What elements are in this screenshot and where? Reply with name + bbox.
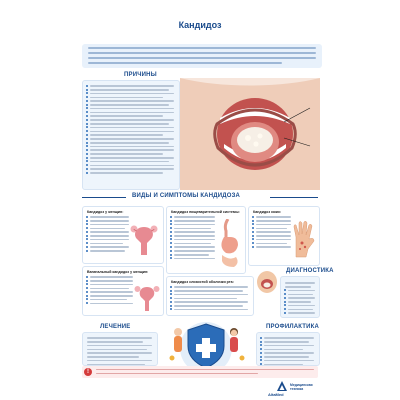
female-organ-icon bbox=[129, 219, 159, 259]
section-prevention-title: ПРОФИЛАКТИКА bbox=[266, 324, 320, 330]
digestive-organ-icon bbox=[216, 219, 242, 269]
skin-candidiasis-box bbox=[248, 206, 320, 266]
treatment-box bbox=[82, 332, 158, 366]
section-symptoms-title: ВИДЫ И СИМПТОМЫ КАНДИДОЗА bbox=[132, 193, 241, 199]
altamed-logo-icon bbox=[276, 380, 288, 392]
gi-candidiasis-heading: Кандидоз пищеварительной системы: bbox=[171, 210, 240, 214]
intro-paragraph bbox=[82, 44, 322, 68]
page-title: Кандидоз bbox=[178, 20, 222, 30]
section-causes-title: ПРИЧИНЫ bbox=[124, 72, 157, 78]
section-diagnostics-title: ДИАГНОСТИКА bbox=[286, 268, 334, 274]
mouth-illustration bbox=[180, 78, 320, 190]
vaginal-candidiasis-heading: Вагинальный кандидоз у женщин: bbox=[87, 270, 149, 274]
causes-box bbox=[82, 80, 180, 190]
oral-mucosa-box bbox=[166, 276, 254, 316]
warning-strip bbox=[82, 366, 318, 378]
logo-name: AltaMed bbox=[268, 392, 284, 397]
protection-illustration bbox=[158, 318, 254, 370]
poster bbox=[60, 0, 340, 400]
vaginal-candidiasis-box bbox=[82, 266, 164, 316]
women-candidiasis-box bbox=[82, 206, 164, 264]
diagnostics-box bbox=[280, 276, 320, 318]
gi-candidiasis-box bbox=[166, 206, 246, 274]
uterus-icon bbox=[134, 281, 160, 313]
hand-icon bbox=[290, 219, 316, 259]
skin-candidiasis-heading: Кандидоз кожи: bbox=[253, 210, 281, 214]
oral-mucosa-heading: Кандидоз слизистой оболочки рта: bbox=[171, 280, 234, 284]
warning-icon: ! bbox=[84, 368, 92, 376]
section-treatment-title: ЛЕЧЕНИЕ bbox=[100, 324, 131, 330]
prevention-box bbox=[256, 332, 320, 366]
logo-caption: Медицинская техника bbox=[290, 383, 313, 391]
small-mouth-icon bbox=[256, 270, 278, 294]
women-candidiasis-heading: Кандидоз у женщин: bbox=[87, 210, 124, 214]
